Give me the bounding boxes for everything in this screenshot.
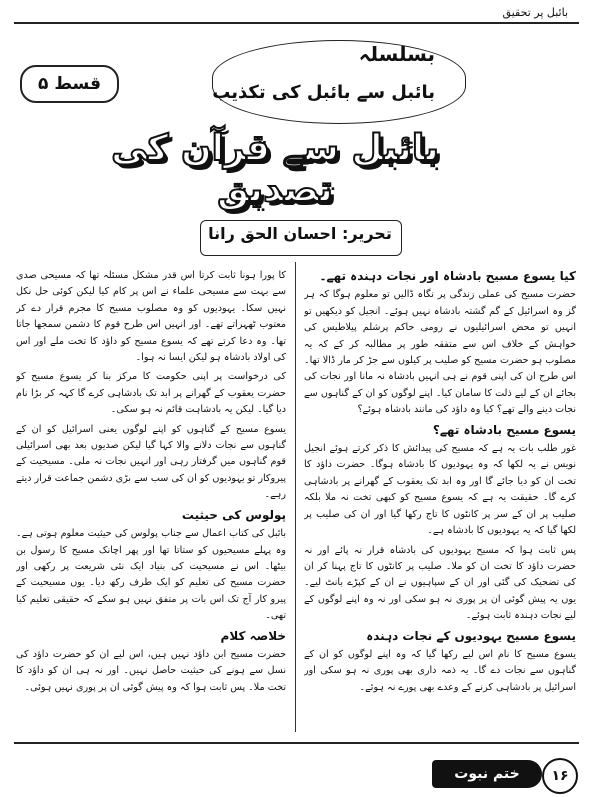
- section-heading: یسوع مسیح یہودیوں کے نجات دہندہ: [366, 628, 576, 643]
- running-head: بائبل پر تحقیق: [502, 6, 568, 19]
- page-number: [542, 758, 578, 794]
- right-column: [304, 268, 576, 730]
- series-label: بسلسلہ: [358, 42, 435, 66]
- body-paragraph: غور طلب بات یہ ہے کہ مسیح کی پیدائش کا ذکر کرتے ہوئے انجیل نویس نے یہ لکھا کہ وہ یہودیوں کا بادشاہ ہوگا۔ حضرت داؤد کا تخت ان کو دیا جائے گا اور وہ ابد تک یعقوب کے گھرانے پر بادشاہی کرے گا۔ حقیقت یہ ہے کہ یسوع مسیح کو کبھی تخت نہ ملا بلکہ صلیب پر ان کے سر پر کانٹوں کا تاج رکھا گیا اور ان کی صلیب پر لکھا گیا کہ یہ یہودیوں کا بادشاہ ہے۔: [304, 443, 576, 537]
- body-paragraph: بائبل کی کتاب اعمال سے جناب پولوس کی حیثیت معلوم ہوتی ہے۔ وہ پہلے مسیحیوں کو ستاتا تھا اور پھر اچانک مسیح کا رسول بن بیٹھا۔ اس نے مسیحیت کی بنیاد ایک نئی شریعت پر رکھی اور حضرت مسیح کی تعلیم کو ایک طرف رکھ دیا۔ یوں مسیحیت کے پیرو کار آج تک اس بات پر متفق نہیں ہو سکے کہ حقیقی تعلیم کیا تھی۔: [16, 528, 286, 622]
- body-paragraph: کی درخواست پر اپنی حکومت کا مرکز بنا کر یسوع مسیح کو حضرت یعقوب کے گھرانے پر ابد تک بادشاہی کرے گا کہہ کر بڑا نام دیا گیا۔ لیکن یہ بادشاہت قائم نہ ہو سکی۔: [16, 371, 286, 416]
- section-heading: پولوس کی حیثیت: [181, 507, 286, 522]
- section-heading: یسوع مسیح بادشاہ تھے؟: [432, 422, 576, 437]
- body-paragraph: حضرت مسیح ابن داؤد نہیں ہیں، اس لیے ان کو حضرت داؤد کی نسل سے ہونے کی حیثیت حاصل نہیں۔ اور نہ ہی ان کو داؤد کا تخت ملا۔ پس ثابت ہوا کہ وہ پیش گوئی ان پر پوری نہیں ہوئی۔: [16, 648, 286, 693]
- series-title: بائبل سے بائبل کی تکذیب: [212, 82, 435, 103]
- body-paragraph: کا پورا ہونا ثابت کرتا اس قدر مشکل مسئلہ تھا کہ مسیحی صدی سے بہت سے مسیحی علماء نے اس پر کام کیا لیکن کوئی حل نکل نہیں سکا۔ یہودیوں کو وہ مصلوب مسیح کا مجرم قرار دے کر معتوب ٹھہراتے تھے۔ اور انہیں اس طرح قوم کا دشمن سمجھا جاتا تھا۔ وہ دعا کرتے تھے کہ یسوع مسیح کو داؤد کا تخت ملے اور اس کی اولاد بادشاہ ہو لیکن ایسا نہ ہوا۔: [16, 270, 286, 364]
- body-paragraph: پس ثابت ہوا کہ مسیح یہودیوں کی بادشاہ قرار نہ پائے اور نہ حضرت داؤد کا تخت ان کو ملا۔ صلیب پر کانٹوں کا تاج پہنا کر ان کی تضحیک کی گئی اور ان کے سپاہیوں نے ان کے کپڑے بانٹ لیے۔ یوں یہ پیش گوئی ان پر پوری نہ ہو سکی اور نہ وہ اپنے لوگوں کے لیے نجات دہندہ ثابت ہوئے۔: [304, 544, 576, 622]
- bottom-rule: [14, 742, 579, 744]
- body-paragraph: یسوع مسیح کے گناہوں کو اپنے لوگوں یعنی اسرائیل کو ان کے گناہوں سے نجات دلانے والا کہا گیا لیکن صدیوں بعد بھی اسرائیلی قوم گناہوں میں گرفتار رہی اور انہیں نجات نہ ملی۔ مسیحیت کے پیروکار تو یہودیوں کو ان کی سب سے بڑی دشمن جماعت قرار دیتے رہے۔: [16, 423, 286, 501]
- main-title: بائبل سے قرآن کی تصدیق: [111, 128, 439, 210]
- left-column: [16, 268, 286, 730]
- footer-badge-label: ختم نبوت: [454, 766, 520, 782]
- body-paragraph: یسوع مسیح کا نام اس لیے رکھا گیا کہ وہ اپنے لوگوں کو ان کے گناہوں سے نجات دے گا۔ یہ ذمہ داری بھی پوری نہ ہو سکی اور اسرائیل پر بادشاہی کرنے کے وعدے بھی پورے نہ ہوئے۔: [304, 648, 576, 693]
- page-number-label: ۱۶: [551, 768, 569, 784]
- episode-badge: [20, 65, 119, 103]
- byline: تحریر: احسان الحق رانا: [208, 224, 392, 243]
- body-paragraph: حضرت مسیح کی عملی زندگی پر نگاہ ڈالیں تو معلوم ہوگا کہ ہر گز وہ اسرائیل کے گم گشتہ بادشاہ نہیں ہوئے۔ انجیل کو دیکھیں تو انہیں تو محض اسرائیلیوں نے رومی حاکم پرشلم پیلاطیس کی خواہش کے خلاف اس سے متفقہ طور پر مطالبہ کر کے کہ یہ مصلوب ہو حضرت مسیح کو صلیب پر کیلوں سے جڑ کر مار ڈالا تھا۔ اس طرح ان کی اپنی قوم نے ہی انہیں بادشاہ نہ مانا اور نجات کی بجائے ان کے لیے ذلت کا سامان کیا۔ اپنے لوگوں کو ان کے گناہوں سے نجات دینے والے تھے؟ کیا وہ داؤد کی مانند بادشاہ ہوئے؟: [304, 289, 576, 416]
- section-heading: خلاصہ کلام: [220, 628, 286, 643]
- footer-badge: [432, 760, 542, 788]
- episode-label: قسط ۵: [38, 74, 101, 94]
- section-heading: کیا یسوع مسیح بادشاہ اور نجات دہندہ تھے۔: [319, 269, 576, 283]
- top-rule: [14, 22, 579, 24]
- column-divider: [295, 262, 296, 732]
